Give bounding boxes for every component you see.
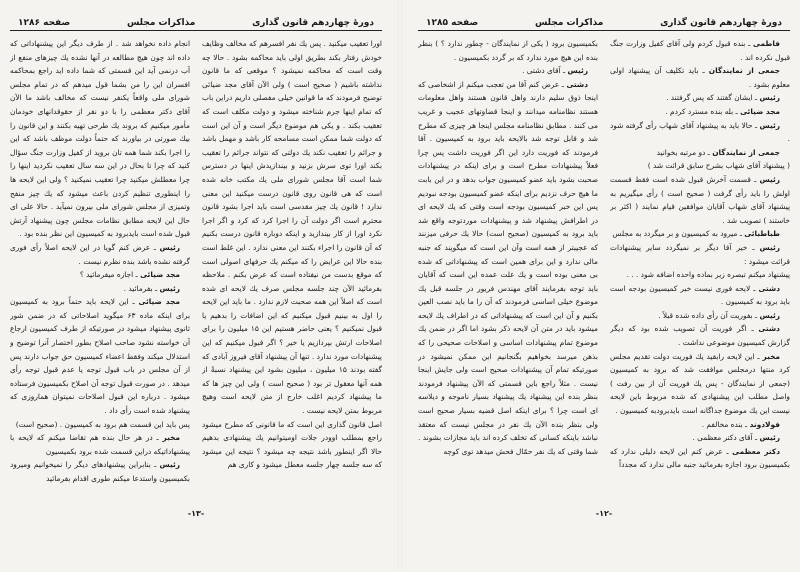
speaker-separator: ـ: [747, 242, 760, 252]
header-page-number: صفحه ۱۲۸۶: [18, 18, 71, 28]
speaker-name: رئیس: [159, 283, 180, 293]
speech-text: خیر آقا دیگر بر نمیگردد سایر پیشنهادات قرائت میشود :: [610, 242, 790, 266]
speaker-separator: ـ: [560, 66, 568, 76]
speaker-separator: ـ: [705, 147, 713, 157]
transcript-paragraph: [418, 64, 598, 78]
speech-text: حالا باید به پیشنهاد آقای شهاب رأی گرفته شود .: [610, 120, 790, 144]
speaker-name: دشتی: [758, 283, 780, 293]
speech-text: پس باید این قسمت هم برود به کمیسیون . (صحیح است): [15, 419, 190, 429]
transcript-paragraph: [418, 37, 598, 64]
speech-text: بله بنده مسترد کردم .: [665, 106, 734, 116]
speaker-separator: ـ: [698, 66, 709, 76]
transcript-paragraph: [10, 282, 190, 296]
header-title: دورهٔ چهاردهم قانون گذاری: [252, 18, 374, 28]
transcript-paragraph: [610, 159, 790, 173]
speech-text: باید تکلیف آن پیشنهاد اولی معلوم بشود .: [610, 66, 790, 89]
page-header: [10, 18, 382, 31]
speech-text: پیشنهاد میکنم تبصره زیر بماده واحده اضافه شود . . .: [626, 270, 790, 280]
transcript-paragraph: [202, 418, 382, 472]
speaker-name: رئیس: [759, 174, 780, 184]
speaker-name: رئیس: [159, 242, 180, 252]
speaker-name: مخبر: [762, 351, 780, 361]
column-right: [610, 37, 790, 507]
speaker-name: رئیس: [759, 120, 780, 130]
speaker-name: جمعی از نمایندگان: [708, 66, 780, 76]
transcript-paragraph: [10, 268, 190, 282]
speaker-separator: ـ: [150, 460, 160, 470]
header-page-number: صفحه ۱۲۸۵: [426, 18, 479, 28]
page-footer-number: -۱۳-: [187, 509, 205, 518]
speaker-name: دکتر معظمی: [732, 446, 780, 456]
speaker-name: رئیس: [567, 66, 588, 76]
speech-text: این لایحه رابقید یك فوریت دولت تقدیم مجلس کرد منتها درمجلس موافقت شد که برود به کمیسیون (جمعی از نمایندگان - پس یك فوریت آن از بین رفت ) واصل مطلب این پیشنهادی که شده مربوط باین لایحه نیست این یك موضوع جداگانه است بایدبرودبه کمیسیون .: [610, 351, 790, 416]
speaker-separator: ـ: [750, 283, 759, 293]
speaker-separator: ـ: [128, 297, 139, 307]
speech-text: آقای دکتر معظمی .: [692, 433, 753, 443]
transcript-paragraph: [610, 309, 790, 323]
transcript-paragraph: [10, 295, 190, 417]
speech-text: بنده قبول کردم ولی آقای کفیل وزارت جنگ قبول نکرده اند .: [610, 39, 790, 62]
speaker-separator: ـ: [745, 39, 753, 48]
speech-text: ( پیشنهاد آقای شهاب بشرح سابق قرائت شد ): [647, 161, 790, 171]
speaker-name: دشتی: [758, 324, 780, 334]
speaker-separator: ـ: [752, 433, 760, 443]
transcript-paragraph: [610, 268, 790, 282]
speaker-separator: ـ: [152, 433, 163, 443]
column-left: [10, 37, 190, 507]
speaker-name: رئیس: [759, 433, 780, 443]
transcript-paragraph: [610, 227, 790, 241]
speaker-separator: ـ: [752, 120, 760, 130]
header-subtitle: مذاکرات مجلس: [126, 18, 196, 28]
speech-text: در هر حال بنده هم تقاضا میکنم که لایحه با پیشنهاداتیکه دراین قسمت شده برود بکمیسیون: [10, 433, 190, 456]
transcript-paragraph: [610, 91, 790, 105]
page-1285: [400, 0, 800, 572]
speaker-separator: ـ: [733, 106, 741, 116]
transcript-paragraph: [10, 458, 190, 485]
speech-text: آقای دشتی .: [522, 66, 561, 76]
speaker-separator: ـ: [752, 310, 760, 320]
speech-text: این لایحه باید حتماً برود به کمیسیون برای اینکه ماده ۶۳ میگوید اصلاحاتی که در ضمن شور ثانوی پیشنهاد میشود در صورتیکه از طرف کمیسیون ارجاع آن خواسته نشود صاحب اصلاح بطور اختصار آنرا توضیح و استدلال میکند وفقط اعضاء کمیسیون حق جواب دارند پس از آن مجلس در باب قبول توجه یا عدم قبول توجه رأی میدهد . در صورت قبول توجه آن اصلاح بکمیسیون فرستاده میشود . درباره این قبول اصلاحات نمیتوان هماروزی که پیشنهاد شده است رأی داد .: [10, 297, 190, 416]
transcript-paragraph: [610, 241, 790, 268]
speech-text: اصل قانون گذاری این است که ما قانونی که مطرح میشود راجع بمطلب اوودر جلات اومیتوانیم یك پیشنهادی بدهیم حالا اگر اینطور باشد نتیجه چه میشود ؟ نتیجه این میشود که سه جلسه چهار جلسه معطل میشود و کاری هم: [202, 419, 382, 470]
speech-text: عرض کنم این لایحه دلیلی ندارد که بکمیسیون برود اجازه بفرمائید جنبه مالی ندارد که مجدداً: [610, 446, 790, 470]
speaker-separator: ـ: [746, 324, 759, 334]
speaker-name: رئیس: [759, 93, 780, 103]
speaker-separator: ـ: [737, 229, 745, 239]
speaker-separator: ـ: [133, 270, 141, 280]
text-columns: [418, 37, 790, 507]
column-right: [202, 37, 382, 507]
transcript-paragraph: [610, 37, 790, 64]
transcript-paragraph: [610, 431, 790, 445]
transcript-paragraph: [610, 322, 790, 349]
speaker-name: رئیس: [159, 460, 180, 470]
transcript-paragraph: [610, 146, 790, 160]
speaker-name: فولادوند: [749, 419, 780, 429]
speaker-name: مجد ضیائی: [138, 297, 180, 307]
speech-text: قسمت آخرش قبول شده است فقط قسمت اولش را باید رأی گرفت ( صحیح است ) رأی میگیریم به پیشنهاد آقای شهاب آقایان موافقین قیام نمایند ( اکثر بر خاستند ) تصویب شد .: [610, 174, 790, 225]
speaker-name: مجد ضیائی: [740, 106, 780, 116]
speaker-name: مخبر: [162, 433, 180, 443]
transcript-paragraph: [10, 431, 190, 458]
speaker-name: مجد ضیائی: [140, 270, 180, 280]
transcript-paragraph: [10, 37, 190, 241]
transcript-paragraph: [610, 119, 790, 146]
column-left: [418, 37, 598, 507]
speaker-name: دشتی: [566, 79, 588, 89]
speaker-separator: ـ: [722, 446, 733, 456]
speech-text: اگر فوریت آن تصویب شده بود که دیگر گزارش کمیسیون موضوعی نداشت .: [610, 324, 790, 348]
transcript-paragraph: [418, 78, 598, 459]
transcript-paragraph: [610, 350, 790, 418]
transcript-paragraph: [610, 418, 790, 432]
speaker-name: جمعی از نمایندگان: [712, 147, 780, 157]
transcript-paragraph: [610, 173, 790, 227]
speech-text: اورا تعقیب میکنید . پس یك نفر افسرهم که مخالف وظایف خودش رفتار بکند بطریق اولی باید محاکمه بشود . حالا چه وقت است که محاکمه نمیشود ؟ موقعی که ما قانون نداشته باشیم ( صحیح است ) ولی الآن آقای مجد ضیائی توضیح فرمودند که ما قوانین خیلی مفصلی داریم دراین باب که تمام اینها جرم شناخته میشود و دولت مکلف است که تعقیب بکند . و یکی هم موضوع دیگر است و آن این است که دولت شما ممکن است مسامحه کار باشد و مهمل باشد و جرائم را تعقیب نکند یك دولتی که نتواند جرائم را تعقیب بکند اورا توی سرش بزنید و بیندازیدش اینها در دسترس شما است آقا مجلس شورای ملی یك مکتب خانه شده است که هی قانون روی قانون درست میکنید این معنی ندارد ! قانون یك چیز مقدسی است باید اجرا بشود قانون محترم است اگر دولت آن را اجرا کرد که کرد و اگر اجرا نکرد اورا از کار بیندازید و اینکه دوباره قانون درست بکنیم که آن قانون را اجراء بکنند این معنی ندارد . این غلط است بنده حالا این عرایض را که میکنم یك حرفهای اصولی است که موقع بدست من نیفتاده است که عرض بکنم . ملاحظه بفرمائید الآن چند جلسه مجلس صرف یك لایحه ای شده است که اصلاً این همه صحبت لازم ندارد . ما باید این لایحه را اول به بینیم قبول میکنیم که این اضافات را بدهیم یا قبول نمیکنیم ؟ یعنی حاضر هستیم این ۱۵ میلیون را برای اصلاحات ارتش بپردازیم یا خیر ؟ اگر قبول میکنیم که این پیشنهادات مورد ندارد . تنها آن پیشنهاد آقای فیروز آبادی که گفته بودند ۱۵ میلیون ، میلیون بشود این پیشنهاد نسبةً از همه آنها معقول تر بود ( صحیح است ) ولی این چیز ها که ما پیشنهاد کردیم اغلب خارج از متن لایحه است وهیچ مربوط بمتن لایحه نیست .: [202, 39, 382, 416]
speaker-name: طباطبائی: [744, 229, 780, 239]
speech-text: عرض کنم گویا در این لایحه اصلاً رأی فوری گرفته نشده باشد بنده نظرم نیست .: [10, 242, 190, 266]
text-columns: [10, 37, 382, 507]
speech-text: میرود به کمیسیون و بر میگردد به مجلس: [612, 229, 738, 239]
speaker-separator: ـ: [750, 174, 760, 184]
speech-text: بکمیسیون برود ( یکی از نمایندگان - چطور ندارد ؟ ) بنظر بنده این هیچ مورد ندارد که بر گردد بکمیسیون .: [418, 39, 598, 62]
speaker-separator: ـ: [152, 283, 160, 293]
speech-text: بنده مخالفم .: [701, 419, 743, 429]
speech-text: ایشان گفتند که پس گرفتند .: [666, 93, 753, 103]
speaker-separator: ـ: [559, 79, 567, 89]
speaker-name: فاطمی: [752, 39, 780, 48]
speech-text: دو مرتبه بخوانید: [656, 147, 706, 157]
page-header: [418, 18, 790, 31]
transcript-paragraph: [610, 105, 790, 119]
speaker-separator: ـ: [150, 242, 160, 252]
speech-text: انجام داده نخواهد شد . از طرف دیگر این پیشنهاداتی که داده اند چون هیچ مطالعه در آنها نشده یك چیزهای منفع از آب درنمی آید این قسمتی که شما داده اید راجع بمحاکمه افسران این را من بشما قول میدهم که در تمام مجلس شورای ملی واقعاً یکنفر نیست که مخالف باشد ما الآن آقای دکتر معظمی را با دو نفر از حقوقدانهای خودمان مأمور میکنیم که بروند یك طرحی تهیه بکنند و این قانون را بیك صورتی در بیاورند که حتماً دولت موظف باشد که این را اجرا بکند شما همه تان بروید از کفیل وزارت جنگ سؤال کنید که چرا تا بحال در این سه سال تعقیب نکردید اینها را چرا معطلش میکنید چرا تعقیب نمیکنید ؟ ولی این لایحه ها را اینطوری تنظیم کردن باعث میشود که یك چیز منفح وتمیزی از مجلس شورای ملی بیرون نمیآید . حالا علی ای حال این لایحه مطابق نظامات مجلس چون پیشنهاد آرتش قبول شده است بایدبرود به کمیسیون این نظر بنده بود .: [10, 39, 190, 239]
speech-text: اجازه میفرمائید ؟: [79, 270, 134, 280]
transcript-paragraph: [10, 418, 190, 432]
speaker-separator: ـ: [742, 419, 750, 429]
speech-text: بفوریت آن رأی داده شده قبلاً .: [658, 310, 753, 320]
header-subtitle: مذاکرات مجلس: [534, 18, 604, 28]
speech-text: بنابراین پیشنهادهای دیگر را نمیخوانیم ومیرود بکمیسیون واستدعا میکنم طوری اقدام بفرمائید: [10, 460, 190, 483]
speaker-separator: ـ: [754, 351, 763, 361]
transcript-paragraph: [610, 282, 790, 309]
speaker-separator: ـ: [752, 93, 760, 103]
speech-text: بفرمائید .: [123, 283, 153, 293]
speaker-name: رئیس: [759, 310, 780, 320]
header-title: دورهٔ چهاردهم قانون گذاری: [660, 18, 782, 28]
speaker-name: رئیس: [759, 242, 780, 252]
transcript-paragraph: [610, 445, 790, 472]
transcript-paragraph: [610, 64, 790, 91]
speech-text: لایحه فوری نیست خبر کمیسیون بودجه است باید برود به کمیسیون .: [610, 283, 790, 307]
transcript-paragraph: [10, 241, 190, 268]
speech-text: عرض کنم آقا من تعجب میکنم از اشخاصی که اینجا ذوق سلیم دارند واهل قانون هستند واهل معلومات هستند نظامنامه میدانند و اینجا قضاوتهای عجیب و غریب می کنند . مطابق نظامنامه مجلس اینجا هر چیزی که مطرح شد و قابل توجه شد بالایحه باید برود به کمیسیون . آقا فرمودند که فوریت دارد این اگر فوریت داشت پس چرا فعلاً پیشنهادات مطرح است و برای اینکه در پیشنهادات صحبت بشود باید عضو کمیسیون جواب بدهد و در این بابت ما هیچ حرف نزدیم برای اینکه عضو کمیسیون بودجه نبودیم پس این خبر کمیسیون بودجه است وقتی که یك لایحه ای در اطرافش پیشنهاد شد و پیشنهادات موردتوجه واقع شد باید برود به کمیسیون (صحیح است) حالا یك حرفی میزنند که عجیبتر از همه است وآن این است که میگویند که جنبه مالی ندارد و این برای همین است که پیشنهاداتی که شده بی معنی بوده است و یك علت عمده این است که آقایان باید توجه بفرمایند آقای مهندس فریور در جلسه قبل یك موضوع خیلی اساسی فرمودند که آن را ما باید نصب العین بکنیم و آن این است که پیشنهاداتی که در اطراف یك لایحه میشود باید در متن آن لایحه ذکر بشود اما اگر در ضمن یك موضوع تمام پیشنهادات اساسی و اصلاحات صحیحی را که بذهن میرسد بخواهیم بگنجانیم این ممکن نمیشود در صورتیکه تمام آن پیشنهادات صحیح است ولی جایش اینجا نیست . مثلاً راجع باین قسمتی که الآن پیشنهاد فرمودند بنظر بنده این پیشنهاد یك پیشنهاد بسیار ناموجه و دیلاسه ای است چرا ؟ برای اینکه اصل قضیه بسیار صحیح است ولی بنظر بنده الآن یك نفر در مجلس نیست که معتقد نباشد باینکه کسانی که تخلف کرده اند باید مجازات بشوند . شما وقتی که یك نفر حمّال فحش میدهد توی کوچه: [418, 79, 598, 456]
page-footer-number: -۱۲-: [595, 509, 613, 518]
transcript-paragraph: [202, 37, 382, 418]
